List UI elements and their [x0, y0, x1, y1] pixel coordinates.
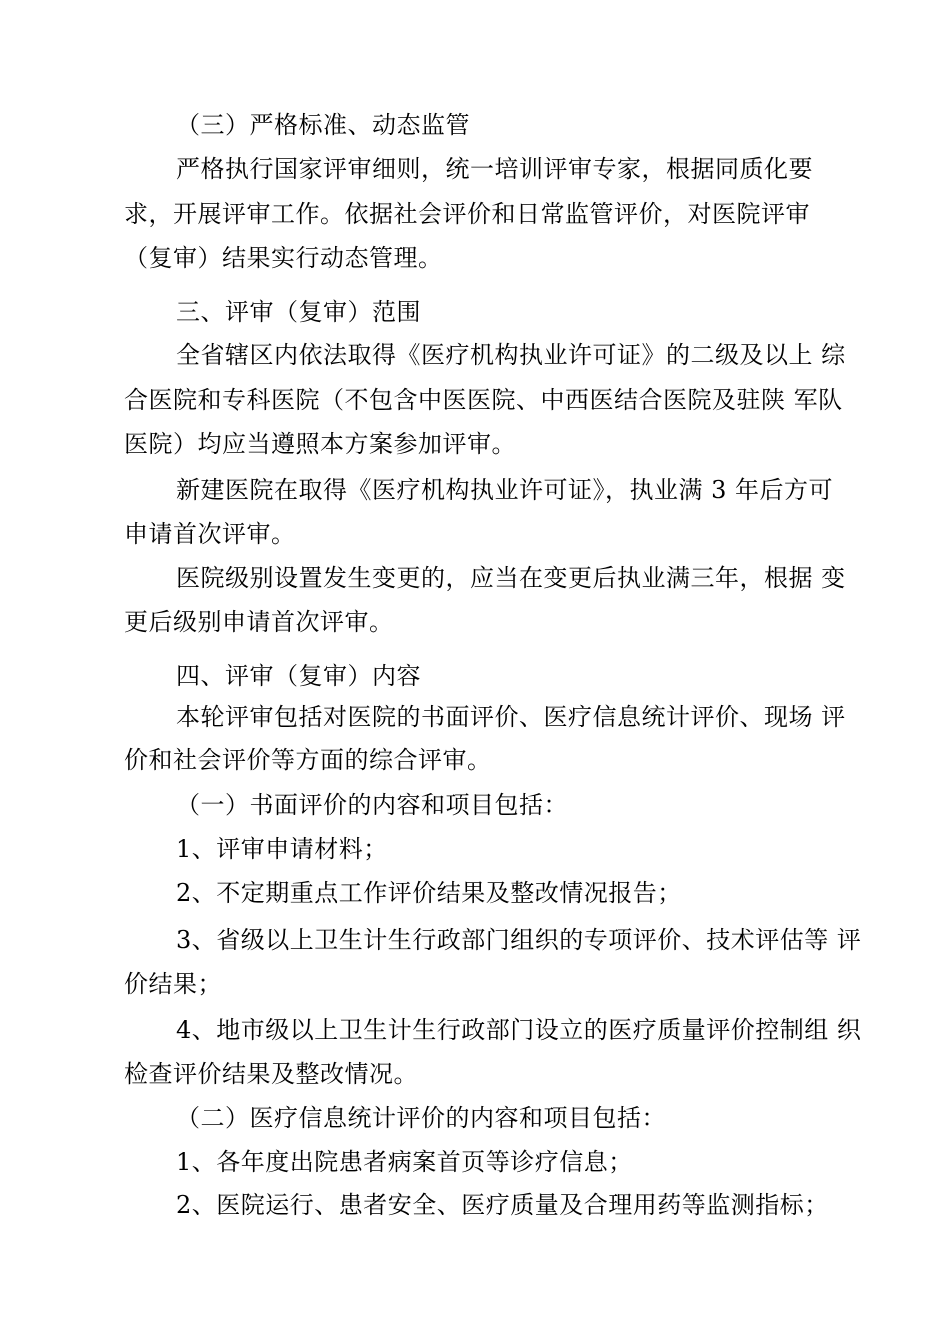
- list-item: 1、各年度出院患者病案首页等诊疗信息；: [176, 1148, 633, 1176]
- paragraph-line: 医院）均应当遵照本方案参加评审。: [124, 430, 516, 458]
- list-item: 2、不定期重点工作评价结果及整改情况报告；: [176, 879, 682, 907]
- list-item: 3、省级以上卫生计生行政部门组织的专项评价、技术评估等 评: [176, 926, 862, 954]
- section-heading-4: 四、评审（复审）内容: [176, 662, 421, 690]
- paragraph-line: 医院级别设置发生变更的，应当在变更后执业满三年，根据 变: [176, 564, 846, 592]
- subsection-heading-1: （一）书面评价的内容和项目包括：: [176, 791, 568, 819]
- subsection-heading-2: （二）医疗信息统计评价的内容和项目包括：: [176, 1104, 666, 1132]
- list-item-continued: 价结果；: [124, 970, 222, 998]
- paragraph-line: 全省辖区内依法取得《医疗机构执业许可证》的二级及以上 综: [176, 341, 846, 369]
- paragraph-line: 求，开展评审工作。依据社会评价和日常监管评价，对医院评审: [124, 200, 810, 228]
- paragraph-line: 新建医院在取得《医疗机构执业许可证》，执业满 3 年后方可: [176, 476, 834, 504]
- paragraph-line: 更后级别申请首次评审。: [124, 608, 394, 636]
- paragraph-line: 合医院和专科医院（不包含中医医院、中西医结合医院及驻陕 军队: [124, 386, 843, 414]
- paragraph-line: 申请首次评审。: [124, 520, 296, 548]
- list-item: 4、地市级以上卫生计生行政部门设立的医疗质量评价控制组 织: [176, 1016, 862, 1044]
- list-item-continued: 检查评价结果及整改情况。: [124, 1060, 418, 1088]
- paragraph-line: 价和社会评价等方面的综合评审。: [124, 746, 492, 774]
- paragraph-line: 严格执行国家评审细则，统一培训评审专家，根据同质化要: [176, 155, 813, 183]
- subsection-heading-3: （三）严格标准、动态监管: [176, 111, 470, 139]
- section-heading-3: 三、评审（复审）范围: [176, 298, 421, 326]
- list-item: 2、医院运行、患者安全、医疗质量及合理用药等监测指标；: [176, 1191, 829, 1219]
- list-item: 1、评审申请材料；: [176, 835, 388, 863]
- paragraph-line: （复审）结果实行动态管理。: [124, 244, 443, 272]
- paragraph-line: 本轮评审包括对医院的书面评价、医疗信息统计评价、现场 评: [176, 703, 846, 731]
